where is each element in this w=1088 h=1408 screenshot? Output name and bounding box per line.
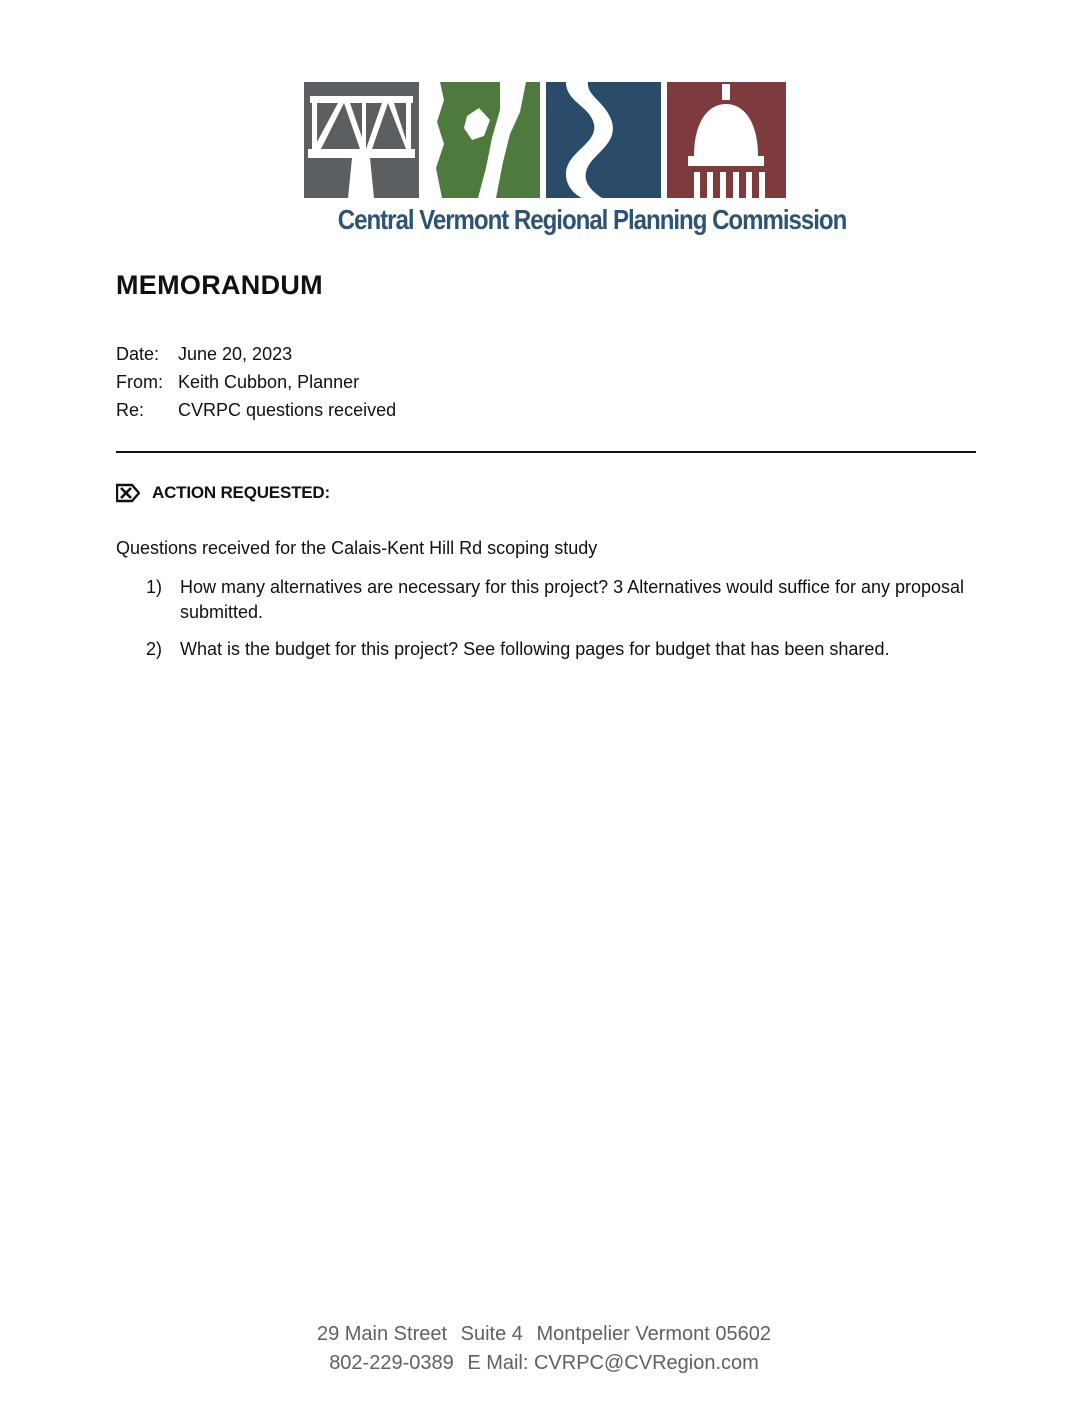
- header-divider: [116, 451, 976, 453]
- question-number: 2): [146, 639, 163, 659]
- river-icon: [546, 82, 661, 198]
- capitol-dome-icon: [667, 82, 786, 198]
- checked-box-icon: [116, 483, 140, 503]
- list-item: [146, 575, 986, 625]
- list-item: [146, 637, 986, 662]
- memo-header-fields: [116, 340, 396, 424]
- date-row: [116, 340, 396, 368]
- memo-title: MEMORANDUM: [116, 270, 323, 300]
- action-label: ACTION REQUESTED:: [152, 483, 330, 502]
- date-value: June 20, 2023: [178, 344, 293, 364]
- footer-address: [0, 1320, 1088, 1378]
- questions-list: [146, 575, 986, 674]
- vermont-map-icon: [425, 82, 540, 198]
- re-row: [116, 396, 396, 424]
- footer-street: 29 Main Street: [316, 1323, 448, 1345]
- logo-name: Central Vermont Regional Planning Commission: [337, 204, 847, 235]
- footer-city: Montpelier Vermont 05602: [536, 1323, 772, 1345]
- footer-email: E Mail: CVRPC@CVRegion.com: [467, 1352, 759, 1374]
- footer-line-address: [0, 1320, 1088, 1349]
- question-text: What is the budget for this project? See following pages for budget that has been shared.: [180, 639, 890, 659]
- footer-line-contact: [0, 1349, 1088, 1378]
- footer-suite: Suite 4: [460, 1323, 523, 1345]
- bridge-icon: [304, 82, 419, 198]
- logo-panels: [304, 82, 786, 198]
- from-label: From:: [116, 372, 163, 392]
- cvrpc-logo: [304, 82, 847, 242]
- re-value: CVRPC questions received: [178, 400, 397, 420]
- re-label: Re:: [116, 400, 145, 420]
- footer-phone: 802-229-0389: [329, 1352, 454, 1374]
- intro-text: Questions received for the Calais-Kent Hill Rd scoping study: [116, 538, 598, 558]
- question-number: 1): [146, 577, 163, 597]
- from-value: Keith Cubbon, Planner: [178, 372, 360, 392]
- from-row: [116, 368, 396, 396]
- action-requested: [116, 483, 330, 503]
- question-text: How many alternatives are necessary for this project? 3 Alternatives would suffice for any proposal submitted.: [180, 577, 965, 622]
- date-label: Date:: [116, 344, 160, 364]
